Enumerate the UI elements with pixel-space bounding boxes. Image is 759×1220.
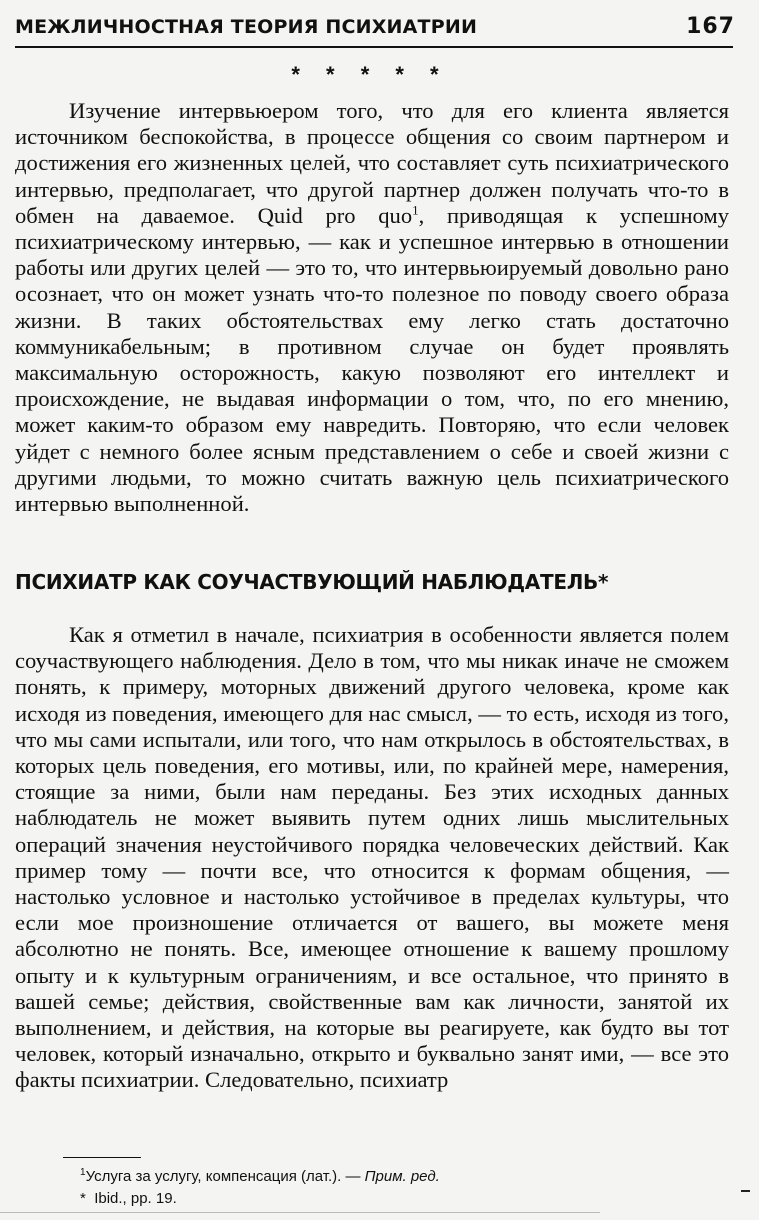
page-number: 167 [686, 14, 735, 39]
running-head [15, 14, 735, 44]
scan-edge-line [0, 1212, 600, 1213]
running-head-title: МЕЖЛИЧНОСТНАЯ ТЕОРИЯ ПСИХИАТРИИ [15, 16, 478, 38]
footnote-star [80, 1188, 720, 1210]
section-heading: ПСИХИАТР КАК СОУЧАСТВУЮЩИЙ НАБЛЮДАТЕЛЬ* [15, 570, 609, 594]
footnote-star-mark: * [80, 1190, 86, 1207]
section-separator: * * * * * [291, 62, 449, 87]
paragraph-participant-observation [15, 622, 729, 1094]
paragraph-2-text: Как я отметил в начале, психиатрия в особенности является полем соучаствующего наблюдения. Дело в том, что мы никак иначе не сможем понять, к примеру, моторных движений другого человека, кроме как исходя из поведения, имеющего для нас смысл, — то есть, исходя из того, что мы сами испытали, или того, что нам открылось в обстоятельствах, в которых цель поведения, его мотивы, или, по крайней мере, намерения, стоящие за ними, были нам переданы. Без этих исходных данных наблюдатель не может выявить путем одних лишь мыслительных операций значения неустойчивого порядка человеческих действий. Как пример тому — почти все, что относится к формам общения, — настолько условное и настолько устойчивое в пределах культуры, что если мое произношение отличается от вашего, вы можете меня абсолютно не понять. Все, имеющее отношение к вашему прошлому опыту и к культурным ограничениям, и все остальное, что принято в вашей семье; действия, свойственные вам как личности, занятой их выполнением, и действия, на которые вы реагируете, как будто вы тот человек, который изначально, открыто и буквально занят ими, — все это факты психиатрии. Следовательно, психиатр [15, 622, 729, 1093]
footnote-rule [63, 1157, 141, 1158]
paragraph-1-text-a: Изучение интервьюером того, что для его клиента является источником беспокойства, в процессе общения со своим партнером и достижения его жизненных целей, что составляет суть психиатрического интервью, предполагает, что другой партнер должен получать что-то в обмен на даваемое. Quid pro quo [15, 98, 729, 228]
footnote-1-mark: 1 [80, 1167, 86, 1178]
header-rule [15, 46, 733, 48]
footnote-reference-1: 1 [412, 202, 419, 218]
paragraph-interview-goals [15, 98, 729, 517]
footnote-1-text: Услуга за услугу, компенсация (лат.). — [85, 1168, 365, 1185]
paragraph-1-text-b: , приводящая к успешному психиатрическому интервью, — как и успешное интервью в отношении работы или других целей — это то, что интервьюируемый довольно рано осознает, что он может узнать что-то полезное по поводу своего образа жизни. В таких обстоятельствах ему легко стать достаточно коммуникабельным; в противном случае он будет проявлять максимальную осторожность, какую позволяют его интеллект и происхождение, не выдавая информации о том, что, по его мнению, может каким-то образом ему навредить. Повторяю, что если человек уйдет с немного более ясным представлением о себе и своей жизни с другими людьми, то можно считать важную цель психиатрического интервью выполненной. [15, 202, 730, 517]
footnotes [80, 1162, 720, 1210]
footnote-1 [80, 1162, 720, 1188]
footnote-1-attribution: Прим. ред. [364, 1168, 440, 1185]
margin-mark [741, 1190, 750, 1192]
footnote-star-text: Ibid., pp. 19. [94, 1190, 177, 1207]
